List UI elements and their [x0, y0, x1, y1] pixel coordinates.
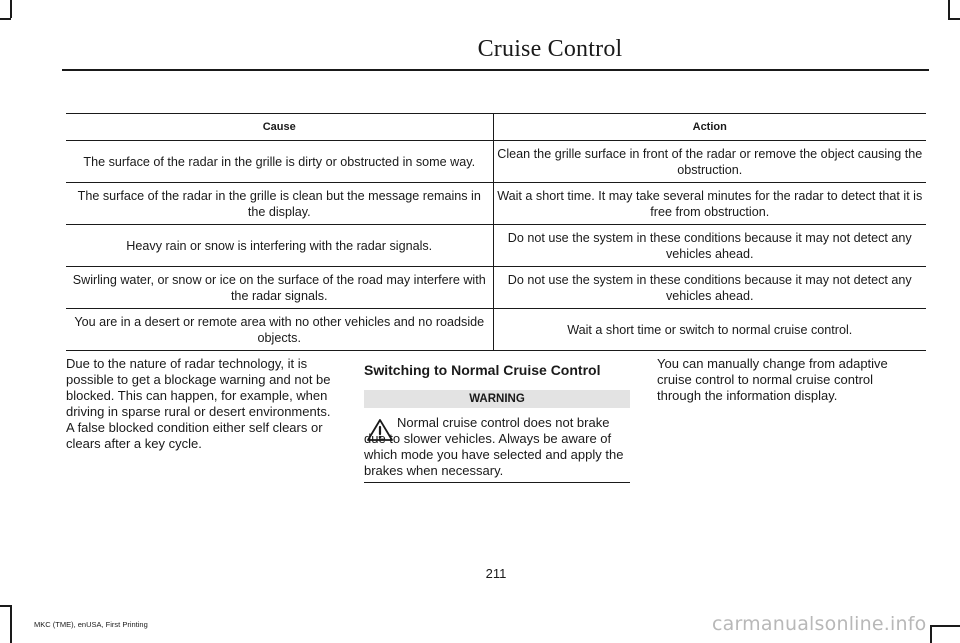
warning-text: Normal cruise control does not brake due to slower vehicles. Always be aware of which mode you have selected and apply the brakes when necessary. [364, 415, 624, 478]
table-row [66, 141, 926, 183]
crop-mark [0, 605, 11, 607]
crop-mark [930, 625, 960, 627]
action-cell: Wait a short time or switch to normal cruise control. [493, 309, 926, 351]
cause-cell: The surface of the radar in the grille is clean but the message remains in the display. [66, 183, 493, 225]
section-heading: Switching to Normal Cruise Control [364, 362, 601, 378]
cause-cell: You are in a desert or remote area with no other vehicles and no roadside objects. [66, 309, 493, 351]
radar-blockage-paragraph: Due to the nature of radar technology, it is possible to get a blockage warning and not be blocked. This can happen, for example, when driving in sparse rural or desert environments. A false blocked condition either self clears or clears after a key cycle. [66, 356, 331, 451]
warning-text-block [364, 415, 632, 479]
page-title: Cruise Control [477, 36, 623, 62]
action-cell: Do not use the system in these conditions because it may not detect any vehicles ahead. [493, 225, 926, 267]
crop-mark [930, 625, 932, 643]
crop-mark [10, 605, 12, 643]
header-divider [62, 69, 929, 71]
crop-mark [0, 18, 11, 20]
cause-action-table [66, 113, 926, 351]
table-row [66, 225, 926, 267]
action-cell: Wait a short time. It may take several minutes for the radar to detect that it is free from obstruction. [493, 183, 926, 225]
table-row [66, 183, 926, 225]
watermark: carmanualsonline.info [712, 613, 927, 635]
crop-mark [10, 0, 12, 18]
action-cell: Clean the grille surface in front of the radar or remove the object causing the obstruction. [493, 141, 926, 183]
cause-cell: Heavy rain or snow is interfering with the radar signals. [66, 225, 493, 267]
edition-footer: MKC (TME), enUSA, First Printing [34, 620, 148, 629]
table-header-row [66, 114, 926, 141]
action-cell: Do not use the system in these conditions because it may not detect any vehicles ahead. [493, 267, 926, 309]
column-header-cause: Cause [66, 114, 493, 141]
page-number: 211 [485, 566, 507, 581]
table-row [66, 309, 926, 351]
crop-mark [948, 0, 950, 18]
column-header-action: Action [493, 114, 926, 141]
manual-change-paragraph: You can manually change from adaptive cruise control to normal cruise control through the information display. [657, 356, 888, 403]
table-row [66, 267, 926, 309]
cause-cell: Swirling water, or snow or ice on the surface of the road may interfere with the radar signals. [66, 267, 493, 309]
warning-divider [364, 482, 630, 483]
crop-mark [948, 18, 960, 20]
warning-label: WARNING [364, 390, 630, 408]
cause-cell: The surface of the radar in the grille is dirty or obstructed in some way. [66, 141, 493, 183]
